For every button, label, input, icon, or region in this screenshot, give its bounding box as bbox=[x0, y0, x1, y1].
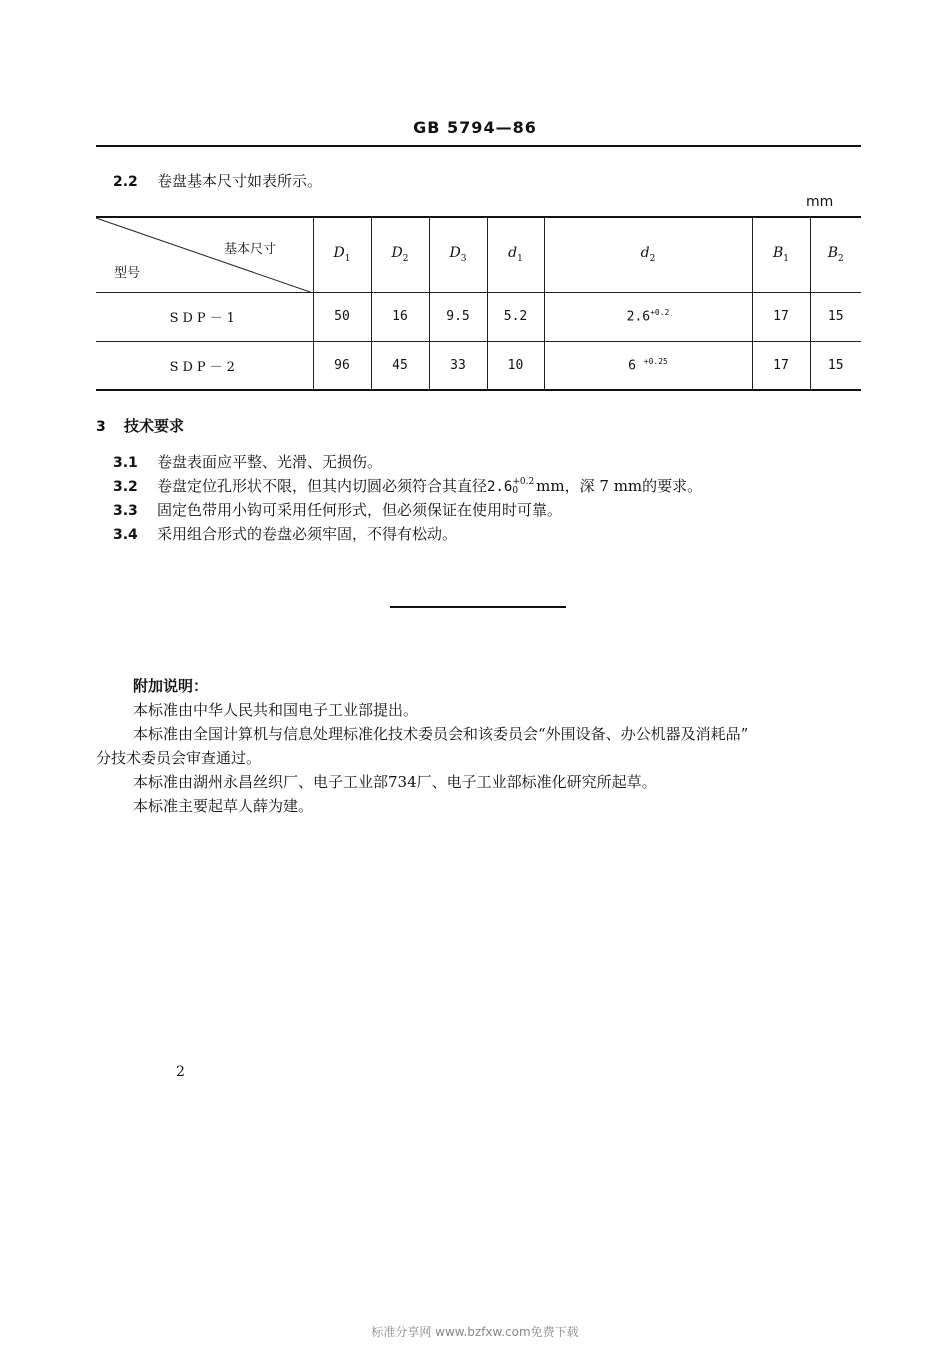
cell-D2: 16 bbox=[371, 292, 429, 341]
cell-d1: 5.2 bbox=[487, 292, 544, 341]
corner-label-dimension: 基本尺寸 bbox=[224, 242, 277, 257]
item-3-4 bbox=[113, 524, 457, 545]
col-header-B2: $B_2$ bbox=[810, 217, 861, 292]
cell-d1: 10 bbox=[487, 341, 544, 390]
appendix-line: 本标准由全国计算机与信息处理标准化技术委员会和该委员会“外围设备、办公机器及消耗品” bbox=[133, 725, 749, 743]
header-rule bbox=[96, 145, 861, 147]
section-text: 卷盘基本尺寸如表所示。 bbox=[157, 172, 323, 190]
standard-header-title: GB 5794—86 bbox=[413, 118, 537, 137]
table-row bbox=[96, 341, 861, 390]
cell-D1: 96 bbox=[313, 341, 371, 390]
watermark-footer: 标准分享网 www.bzfxw.com免费下载 bbox=[371, 1325, 579, 1339]
d2-tolerance: +0.2 bbox=[650, 308, 670, 318]
item-number: 3.4 bbox=[113, 527, 138, 543]
item-text: 卷盘表面应平整、光滑、无损伤。 bbox=[157, 453, 383, 471]
table-header-row bbox=[96, 217, 861, 292]
diameter-value: 2.6 bbox=[487, 479, 513, 495]
cell-d2: 6 $^{+0.25}$ bbox=[544, 341, 752, 390]
item-number: 3.2 bbox=[113, 479, 138, 495]
table-unit: mm bbox=[806, 194, 834, 210]
item-number: 3.1 bbox=[113, 455, 138, 471]
section-number: 2.2 bbox=[113, 174, 138, 190]
col-header-d1: $d_1$ bbox=[487, 217, 544, 292]
cell-B2: 15 bbox=[810, 341, 861, 390]
appendix-line: 本标准主要起草人薛为建。 bbox=[133, 797, 314, 815]
model-cell: SDP－1 bbox=[96, 292, 313, 341]
d2-tolerance: +0.25 bbox=[643, 357, 668, 367]
appendix-title: 附加说明： bbox=[133, 677, 209, 695]
section-2-2 bbox=[113, 171, 322, 192]
page-number: 2 bbox=[176, 1064, 185, 1080]
cell-D2: 45 bbox=[371, 341, 429, 390]
corner-label-model: 型号 bbox=[114, 266, 141, 281]
col-header-D1: $D_1$ bbox=[313, 217, 371, 292]
section-3-heading bbox=[96, 416, 184, 437]
corner-diagonal bbox=[96, 218, 313, 293]
item-text: 固定色带用小钩可采用任何形式，但必须保证在使用时可靠。 bbox=[157, 501, 563, 519]
item-3-2 bbox=[113, 476, 702, 497]
section-title: 技术要求 bbox=[124, 417, 185, 435]
appendix-line: 分技术委员会审查通过。 bbox=[96, 749, 262, 767]
item-text: 卷盘定位孔形状不限，但其内切圆必须符合其直径 bbox=[157, 477, 488, 495]
item-3-1 bbox=[113, 452, 382, 473]
cell-B2: 15 bbox=[810, 292, 861, 341]
appendix-line: 本标准由中华人民共和国电子工业部提出。 bbox=[133, 701, 419, 719]
section-number: 3 bbox=[96, 419, 106, 435]
item-text: 采用组合形式的卷盘必须牢固，不得有松动。 bbox=[157, 525, 458, 543]
end-of-text-rule bbox=[390, 606, 566, 608]
cell-D1: 50 bbox=[313, 292, 371, 341]
item-number: 3.3 bbox=[113, 503, 138, 519]
item-3-3 bbox=[113, 500, 562, 521]
appendix-line: 本标准由湖州永昌丝织厂、电子工业部734厂、电子工业部标准化研究所起草。 bbox=[133, 773, 657, 791]
cell-d2: $2.6^{+0.2}$ bbox=[544, 292, 752, 341]
cell-D3: 9.5 bbox=[429, 292, 487, 341]
dimensions-table bbox=[96, 216, 861, 391]
cell-B1: 17 bbox=[752, 341, 810, 390]
diameter-tolerance: +0.2 0 bbox=[512, 477, 535, 496]
corner-header-cell bbox=[96, 217, 313, 292]
cell-B1: 17 bbox=[752, 292, 810, 341]
col-header-D2: $D_2$ bbox=[371, 217, 429, 292]
table-row bbox=[96, 292, 861, 341]
model-cell: SDP－2 bbox=[96, 341, 313, 390]
col-header-B1: $B_1$ bbox=[752, 217, 810, 292]
cell-D3: 33 bbox=[429, 341, 487, 390]
col-header-D3: $D_3$ bbox=[429, 217, 487, 292]
item-text-tail: mm，深 7 mm的要求。 bbox=[536, 477, 703, 495]
col-header-d2: $d_2$ bbox=[544, 217, 752, 292]
